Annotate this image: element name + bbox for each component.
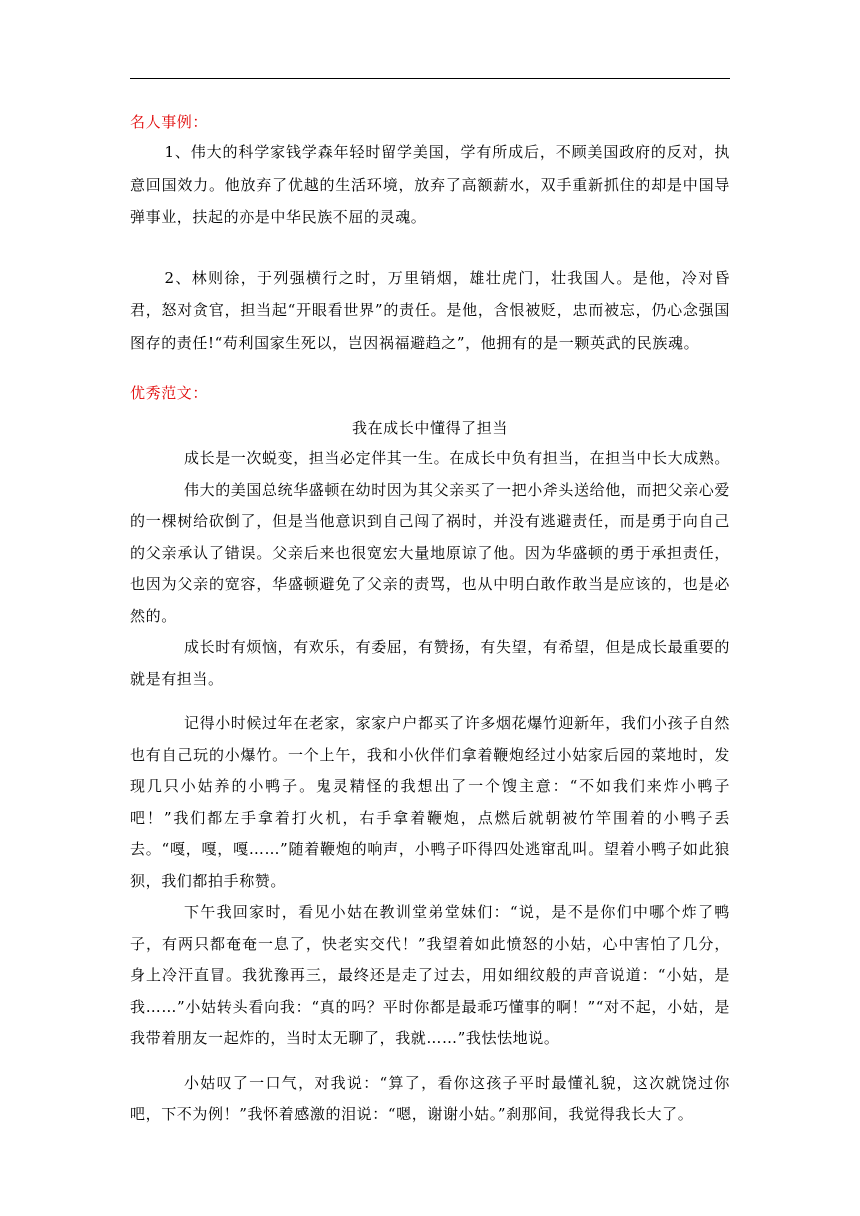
header-rule (130, 78, 730, 79)
essay-paragraph-2: 伟大的美国总统华盛顿在幼时因为其父亲买了一把小斧头送给他，而把父亲心爱的一棵树给砍倒了，但是当他意识到自己闯了祸时，并没有逃避责任，而是勇于向自己的父亲承认了错误。父亲后来也很宽宏大量地原谅了他。因为华盛顿的勇于承担责任，也因为父亲的宽容，华盛顿避免了父亲的责骂，也从中明白敢作敢当是应该的，也是必然的。 (130, 480, 731, 625)
essay-paragraph-5: 下午我回家时，看见小姑在教训堂弟堂妹们：“说，是不是你们中哪个炸了鸭子，有两只都奄奄一息了，快老实交代！”我望着如此愤怒的小姑，心中害怕了几分，身上冷汗直冒。我犹豫再三，最终还是走了过去，用如细纹般的声音说道：“小姑，是我……”小姑转头看向我：“真的吗？平时你都是最乖巧懂事的啊！”“对不起，小姑，是我带着朋友一起炸的，当时太无聊了，我就……”我怯怯地说。 (130, 903, 730, 1047)
essay-title: 我在成长中懂得了担当 (351, 419, 508, 437)
document-body (130, 108, 730, 1131)
sample-essay-label: 优秀范文： (130, 384, 209, 402)
famous-example-1: 1、伟大的科学家钱学森年轻时留学美国，学有所成后，不顾美国政府的反对，执意回国效力。他放弃了优越的生活环境，放弃了高额薪水，双手重新抓住的却是中国导弹事业，扶起的亦是中华民族不屈的灵魂。 (130, 143, 730, 226)
essay-body (130, 443, 730, 1131)
essay-paragraph-3: 成长时有烦恼，有欢乐，有委屈，有赞扬，有失望，有希望，但是成长最重要的就是有担当。 (130, 638, 731, 688)
famous-examples-label: 名人事例： (130, 113, 209, 131)
famous-example-2: 2、林则徐，于列强横行之时，万里销烟，雄壮虎门，壮我国人。是他，冷对昏君，怒对贪官，担当起“开眼看世界”的责任。是他，含恨被贬，忠而被忘，仍心念强国图存的责任!“苟利国家生死以，岂因祸福避趋之”，他拥有的是一颗英武的民族魂。 (130, 268, 730, 352)
essay-paragraph-4: 记得小时候过年在老家，家家户户都买了许多烟花爆竹迎新年，我们小孩子自然也有自己玩的小爆竹。一个上午，我和小伙伴们拿着鞭炮经过小姑家后园的菜地时，发现几只小姑养的小鸭子。鬼灵精怪的我想出了一个馊主意：“不如我们来炸小鸭子吧！”我们都左手拿着打火机，右手拿着鞭炮，点燃后就朝被竹竿围着的小鸭子丢去。“嘎，嘎，嘎……”随着鞭炮的响声，小鸭子吓得四处逃窜乱叫。望着小鸭子如此狼狈，我们都拍手称赞。 (130, 714, 731, 890)
essay-paragraph-1: 成长是一次蜕变，担当必定伴其一生。在成长中负有担当，在担当中长大成熟。 (184, 449, 731, 467)
famous-examples-section (130, 136, 730, 359)
essay-paragraph-6: 小姑叹了一口气，对我说：“算了，看你这孩子平时最懂礼貌，这次就饶过你吧，下不为例！”我怀着感激的泪说：“嗯，谢谢小姑。”刹那间，我觉得我长大了。 (130, 1073, 730, 1123)
